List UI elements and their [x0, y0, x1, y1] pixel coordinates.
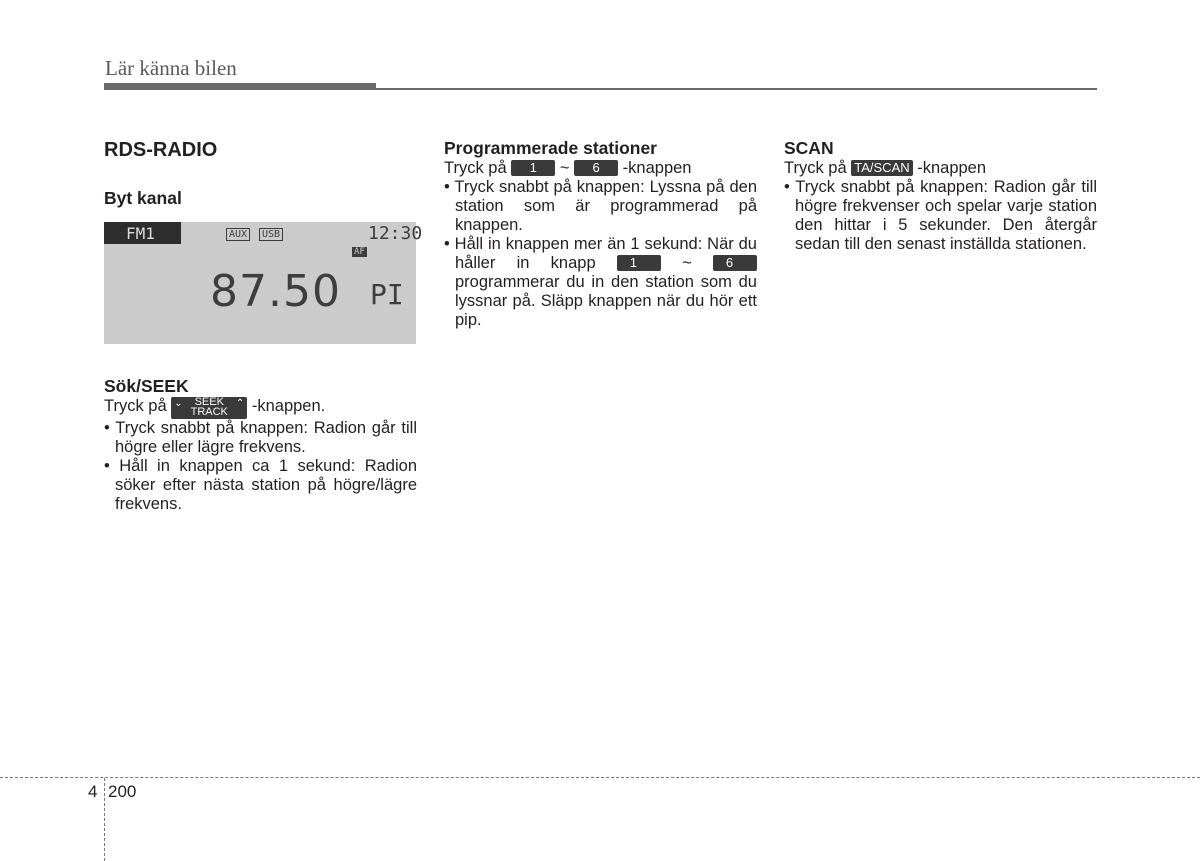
seek-section — [104, 376, 417, 514]
footer-vertical-divider — [104, 778, 105, 861]
preset-bullet-2-part2: programmerar du in den station som du lyssnar på. Släpp knappen när du hör ett pip. — [455, 273, 757, 329]
scan-intro-after: -knappen — [917, 159, 987, 177]
pi-indicator: PI — [370, 278, 404, 311]
header-rule-thin — [376, 88, 1097, 90]
aux-indicator: AUX — [226, 228, 250, 241]
radio-display — [104, 222, 423, 344]
preset-intro — [444, 159, 757, 178]
chevron-down-icon: ⌄ — [174, 398, 183, 409]
header-rule-thick — [104, 83, 376, 90]
column-rds-radio — [104, 138, 417, 209]
preset-button-1: 1 — [511, 160, 555, 176]
af-indicator: AF — [354, 247, 365, 257]
column-scan — [784, 138, 1097, 254]
seek-intro-before: Tryck på — [104, 397, 167, 415]
scan-intro — [784, 159, 1097, 178]
seek-button-label: SEEK — [194, 396, 224, 408]
preset-heading: Programmerade stationer — [444, 138, 657, 158]
preset-intro-after: -knappen — [622, 159, 692, 177]
seek-track-button — [171, 397, 247, 419]
preset-bullet-2-part1: • Håll in knappen mer än 1 sekund: När du håller in knapp — [444, 235, 757, 272]
seek-intro — [104, 397, 417, 419]
seek-intro-after: -knappen. — [251, 397, 326, 415]
chevron-up-icon: ⌃ — [235, 398, 245, 409]
preset-bullet-2 — [444, 235, 757, 330]
page-number: 200 — [108, 782, 137, 801]
preset-button-6: 6 — [574, 160, 618, 176]
tilde: ~ — [559, 159, 570, 177]
seek-bullet-1: • Tryck snabbt på knappen: Radion går till högre eller lägre frekvens. — [104, 419, 417, 456]
tilde-inline: ~ — [682, 254, 692, 272]
chapter-number: 4 — [88, 782, 98, 801]
rds-radio-heading: RDS-RADIO — [104, 139, 218, 161]
preset-bullet-1: • Tryck snabbt på knappen: Lyssna på den station som är programmerad på knappen. — [444, 178, 757, 234]
scan-bullet: • Tryck snabbt på knappen: Radion går till högre frekvenser och spelar varje station den hittar i 5 sekunder. Den återgår sedan till den senast inställda stationen. — [784, 178, 1097, 253]
seek-heading: Sök/SEEK — [104, 376, 189, 396]
frequency-readout: 87.50 — [210, 266, 341, 317]
preset-button-6-inline: 6 — [713, 255, 757, 271]
seek-bullet-2: • Håll in knappen ca 1 sekund: Radion söker efter nästa station på högre/lägre frekvens. — [104, 457, 417, 513]
ta-scan-button: TA/SCAN — [851, 160, 912, 176]
section-title: Lär känna bilen — [105, 56, 237, 80]
column-preset-stations — [444, 138, 757, 330]
byt-kanal-heading: Byt kanal — [104, 188, 182, 208]
footer-divider — [0, 777, 1200, 778]
track-button-label: TRACK — [190, 406, 228, 418]
scan-intro-before: Tryck på — [784, 159, 847, 177]
clock-readout: 12:30 — [368, 223, 423, 244]
preset-intro-before: Tryck på — [444, 159, 507, 177]
band-label: FM1 — [126, 224, 155, 243]
usb-indicator: USB — [259, 228, 283, 241]
scan-heading: SCAN — [784, 138, 834, 158]
preset-button-1-inline: 1 — [617, 255, 661, 271]
